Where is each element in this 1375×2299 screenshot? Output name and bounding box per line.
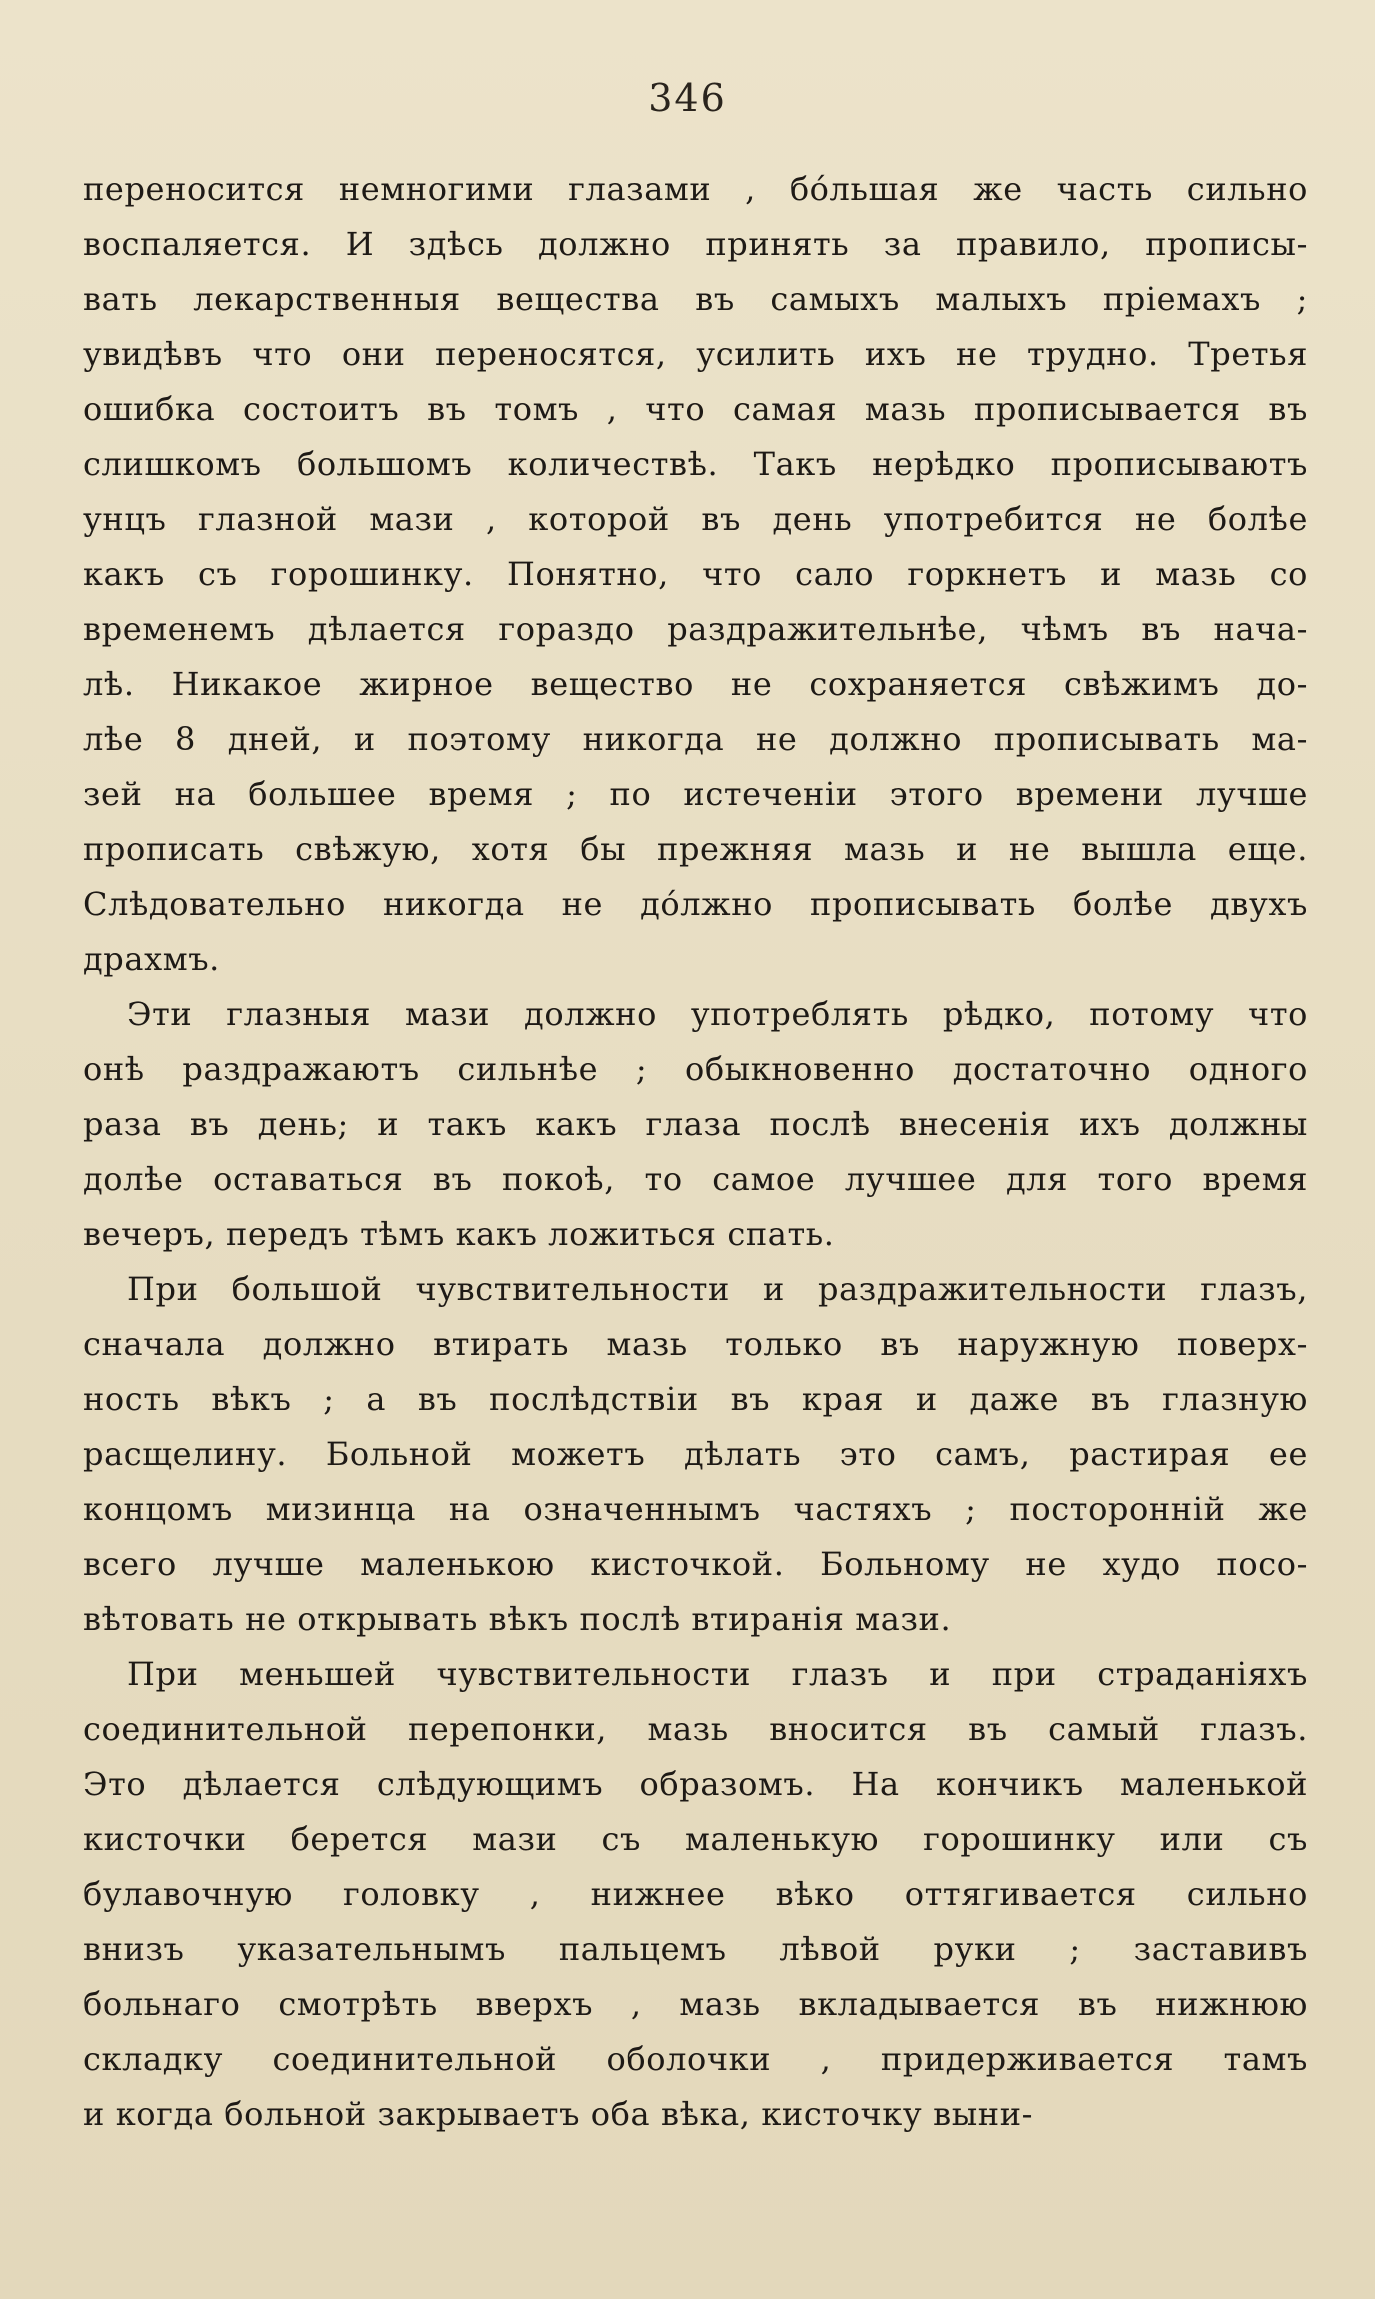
text-line: булавочную головку , нижнее вѣко оттягивается сильно xyxy=(83,1875,1308,1913)
text-line: ность вѣкъ ; а въ послѣдствіи въ края и даже въ глазную xyxy=(83,1380,1308,1418)
text-line: долѣе оставаться въ покоѣ, то самое лучшее для того время xyxy=(83,1160,1308,1198)
text-line: лѣ. Никакое жирное вещество не сохраняется свѣжимъ до- xyxy=(83,665,1308,703)
text-line: сначала должно втирать мазь только въ наружную поверх- xyxy=(83,1325,1308,1363)
text-line: переносится немногими глазами , бо́льшая же часть сильно xyxy=(83,170,1308,208)
text-line: концомъ мизинца на означеннымъ частяхъ ; посторонній же xyxy=(83,1490,1308,1528)
text-line: больнаго смотрѣть вверхъ , мазь вкладывается въ нижнюю xyxy=(83,1985,1308,2023)
text-line: При меньшей чувствительности глазъ и при страданіяхъ xyxy=(127,1655,1308,1693)
text-line: слишкомъ большомъ количествѣ. Такъ нерѣдко прописываютъ xyxy=(83,445,1308,483)
text-line: вѣтовать не открывать вѣкъ послѣ втиранія мази. xyxy=(83,1600,952,1638)
text-line: и когда больной закрываетъ оба вѣка, кисточку выни- xyxy=(83,2095,1034,2133)
paragraph xyxy=(83,1262,1308,1647)
text-line: раза въ день; и такъ какъ глаза послѣ внесенія ихъ должны xyxy=(83,1105,1308,1143)
body-text xyxy=(83,162,1308,2142)
text-line: При большой чувствительности и раздражительности глазъ, xyxy=(127,1270,1308,1308)
page-number: 346 xyxy=(648,76,727,120)
text-line: драхмъ. xyxy=(83,940,220,978)
text-line: складку соединительной оболочки , придерживается тамъ xyxy=(83,2040,1308,2078)
text-line: лѣе 8 дней, и поэтому никогда не должно прописывать ма- xyxy=(83,720,1308,758)
text-line: прописать свѣжую, хотя бы прежняя мазь и не вышла еще. xyxy=(83,830,1308,868)
text-line: зей на большее время ; по истеченіи этого времени лучше xyxy=(83,775,1308,813)
text-line: увидѣвъ что они переносятся, усилить ихъ не трудно. Третья xyxy=(83,335,1308,373)
text-line: воспаляется. И здѣсь должно принять за правило, прописы- xyxy=(83,225,1308,263)
text-line: Это дѣлается слѣдующимъ образомъ. На кончикъ маленькой xyxy=(83,1765,1308,1803)
text-line: вечеръ, передъ тѣмъ какъ ложиться спать. xyxy=(83,1215,835,1253)
paragraph xyxy=(83,162,1308,987)
text-line: онѣ раздражаютъ сильнѣе ; обыкновенно достаточно одного xyxy=(83,1050,1308,1088)
text-line: расщелину. Больной можетъ дѣлать это самъ, растирая ее xyxy=(83,1435,1308,1473)
text-line: унцъ глазной мази , которой въ день употребится не болѣе xyxy=(83,500,1308,538)
paragraph xyxy=(83,987,1308,1262)
text-line: временемъ дѣлается гораздо раздражительнѣе, чѣмъ въ нача- xyxy=(83,610,1308,648)
text-line: Эти глазныя мази должно употреблять рѣдко, потому что xyxy=(127,995,1308,1033)
text-line: внизъ указательнымъ пальцемъ лѣвой руки ; заставивъ xyxy=(83,1930,1308,1968)
text-line: Слѣдовательно никогда не до́лжно прописывать болѣе двухъ xyxy=(83,885,1308,923)
text-line: кисточки берется мази съ маленькую горошинку или съ xyxy=(83,1820,1308,1858)
text-line: соединительной перепонки, мазь вносится въ самый глазъ. xyxy=(83,1710,1308,1748)
text-line: вать лекарственныя вещества въ самыхъ малыхъ пріемахъ ; xyxy=(83,280,1308,318)
text-line: какъ съ горошинку. Понятно, что сало горкнетъ и мазь со xyxy=(83,555,1308,593)
paragraph xyxy=(83,1647,1308,2142)
text-line: ошибка состоитъ въ томъ , что самая мазь прописывается въ xyxy=(83,390,1308,428)
text-line: всего лучше маленькою кисточкой. Больному не худо посо- xyxy=(83,1545,1308,1583)
